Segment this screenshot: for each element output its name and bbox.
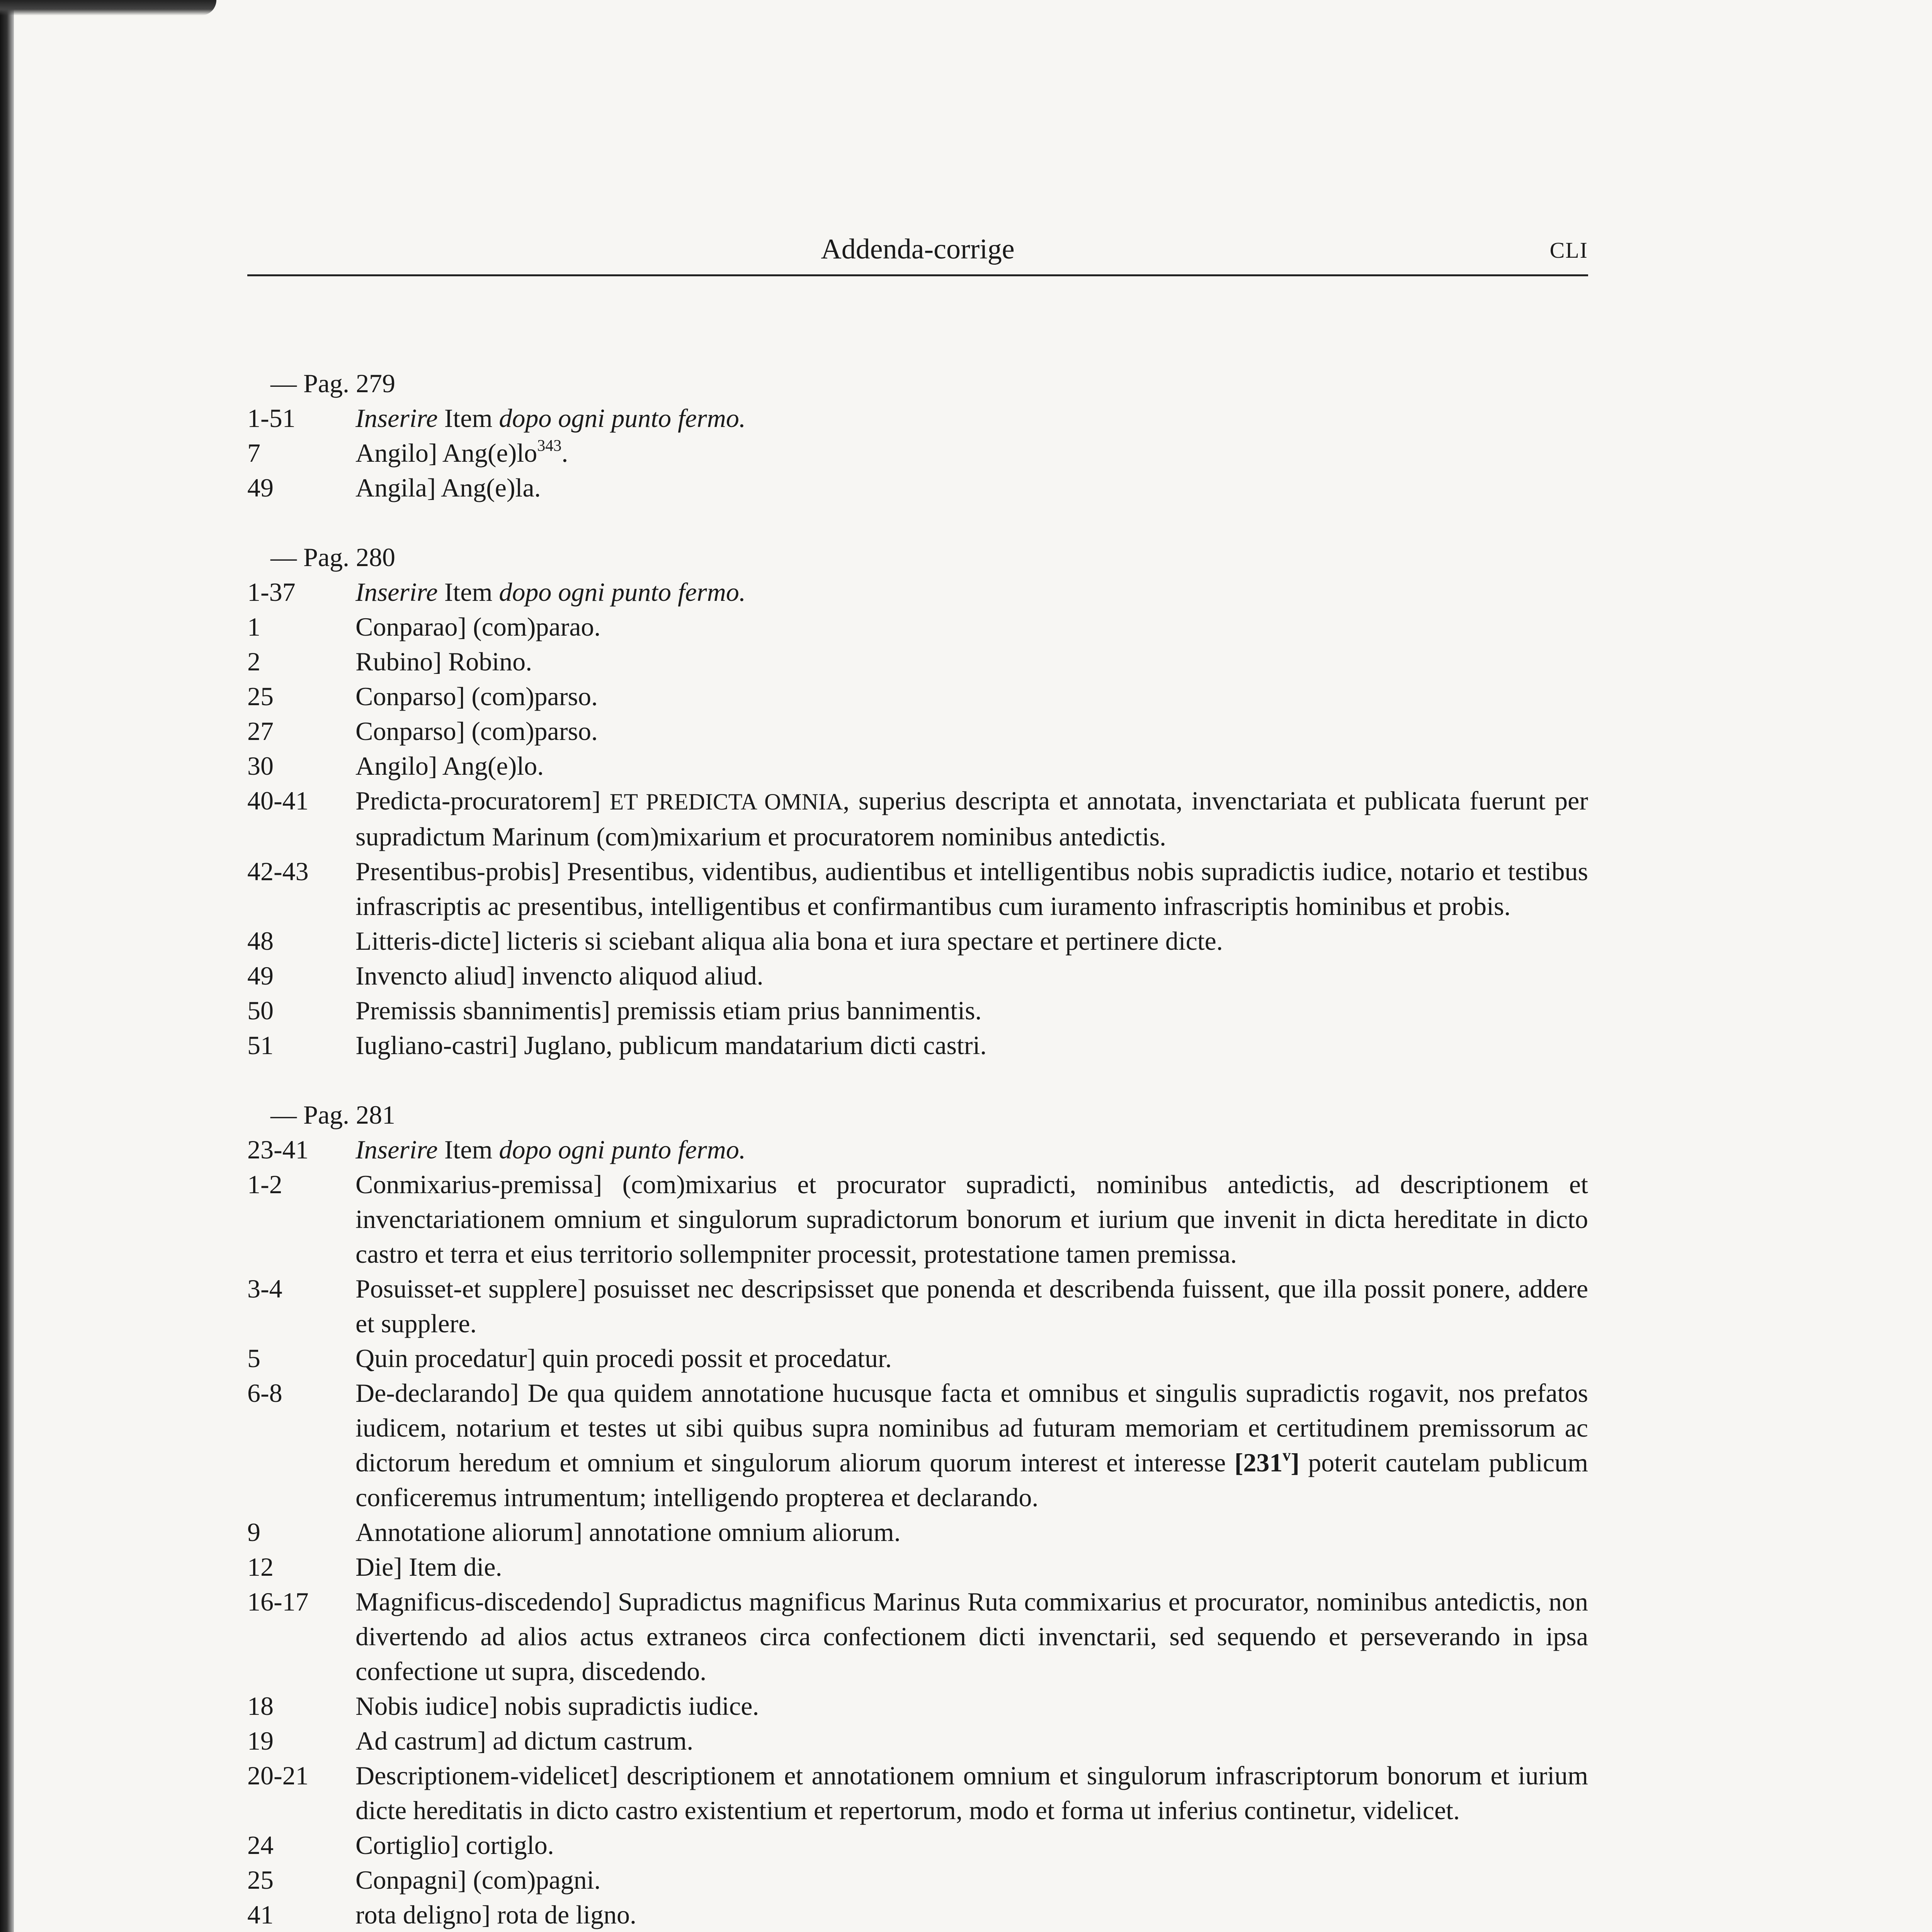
entry-row <box>247 1723 1588 1758</box>
entry-row <box>247 1689 1588 1723</box>
line-reference: 18 <box>247 1691 274 1721</box>
line-reference: 30 <box>247 751 274 781</box>
entry-text <box>355 993 1588 1028</box>
line-reference: 20-21 <box>247 1761 309 1790</box>
line-reference: 24 <box>247 1830 274 1860</box>
instruction-word: Item <box>437 403 499 433</box>
line-reference: 16-17 <box>247 1587 309 1616</box>
entry-text <box>355 1828 1588 1862</box>
correction-text: Quin procedatur] quin procedi possit et procedatur. <box>355 1344 892 1373</box>
entry-row <box>247 1828 1588 1862</box>
correction-text: Conparso] (com)parso. <box>355 716 598 746</box>
entry-row <box>247 748 1588 783</box>
line-reference: 1 <box>247 612 260 641</box>
scan-edge-mark <box>0 0 216 15</box>
entry-row <box>247 958 1588 993</box>
entry-text <box>355 609 1588 644</box>
entry-row <box>247 575 1588 609</box>
page-reference: — Pag. 280 <box>270 543 395 572</box>
entry-row <box>247 714 1588 748</box>
entry-text <box>355 435 1588 470</box>
correction-text: Angila] Ang(e)la. <box>355 473 541 502</box>
line-reference: 6-8 <box>247 1378 282 1408</box>
entry-row <box>247 609 1588 644</box>
addenda-entries <box>247 366 1588 1932</box>
line-reference: 42-43 <box>247 857 309 886</box>
entry-text <box>355 1341 1588 1376</box>
folio-marker-verso: v <box>1282 1447 1291 1464</box>
running-header <box>247 232 1588 276</box>
page-reference: — Pag. 279 <box>270 369 395 398</box>
entry-text <box>355 1028 1588 1063</box>
correction-text: Conmixarius-premissa] (com)mixarius et procurator supradicti, nominibus antedictis, ad descriptionem et invenctariationem omnium et singulorum supradictorum bonorum et iurium que invenit in dicta hereditate in dicto castro et terra et eius territorio sollempniter processit, protestatione tamen premissa. <box>355 1170 1588 1269</box>
entry-row <box>247 470 1588 505</box>
instruction-word: Item <box>437 577 499 607</box>
correction-text: Angilo] Ang(e)lo <box>355 438 537 468</box>
line-reference: 5 <box>247 1344 260 1373</box>
entry-text <box>355 1584 1588 1689</box>
line-reference: 1-51 <box>247 403 296 433</box>
correction-text: Premissis sbannimentis] premissis etiam prius bannimentis. <box>355 996 982 1025</box>
correction-text: Ad castrum] ad dictum castrum. <box>355 1726 694 1755</box>
entry-row <box>247 1897 1588 1932</box>
entry-text <box>355 1689 1588 1723</box>
correction-text: Nobis iudice] nobis supradictis iudice. <box>355 1691 759 1721</box>
entry-text <box>355 958 1588 993</box>
entry-row <box>247 783 1588 854</box>
line-reference: 49 <box>247 473 274 502</box>
line-reference: 50 <box>247 996 274 1025</box>
line-reference: 25 <box>247 682 274 711</box>
entry-text <box>355 1376 1588 1515</box>
page-number: CLI <box>1549 238 1588 263</box>
entry-text <box>355 1515 1588 1549</box>
instruction-word: Item <box>437 1135 499 1164</box>
entry-row <box>247 1271 1588 1341</box>
entry-row <box>247 993 1588 1028</box>
entry-text <box>355 644 1588 679</box>
entry-row <box>247 1132 1588 1167</box>
correction-text: Posuisset-et supplere] posuisset nec descripsisset que ponenda et describenda fuissent, que illa possit ponere, addere et supplere. <box>355 1274 1588 1338</box>
entry-text <box>355 679 1588 714</box>
instruction-italic: Inserire <box>355 577 438 607</box>
page-reference: — Pag. 281 <box>270 1100 395 1129</box>
entry-text <box>355 1271 1588 1341</box>
entry-text <box>355 1897 1588 1932</box>
line-reference: 41 <box>247 1900 274 1929</box>
entry-row <box>247 644 1588 679</box>
line-reference: 51 <box>247 1031 274 1060</box>
line-reference: 1-2 <box>247 1170 282 1199</box>
line-reference: 1-37 <box>247 577 296 607</box>
page-section <box>247 1097 1588 1932</box>
correction-text: , superius descripta et annotata, invenctariata et publicata fuerunt per supradictum Marinum (com)mixarium et procuratorem nominibus antedictis. <box>355 786 1588 851</box>
entry-row <box>247 1862 1588 1897</box>
page-body <box>247 232 1588 1932</box>
entry-row <box>247 1549 1588 1584</box>
entry-text <box>355 748 1588 783</box>
correction-text: Conparao] (com)parao. <box>355 612 601 641</box>
entry-row <box>247 1758 1588 1828</box>
instruction-italic: Inserire <box>355 403 438 433</box>
entry-row <box>247 435 1588 470</box>
entry-row <box>247 679 1588 714</box>
correction-text: Angilo] Ang(e)lo. <box>355 751 544 781</box>
page-section <box>247 366 1588 505</box>
entry-row <box>247 1515 1588 1549</box>
entry-text <box>355 1549 1588 1584</box>
entry-text <box>355 1862 1588 1897</box>
line-reference: 48 <box>247 926 274 956</box>
line-reference: 9 <box>247 1517 260 1547</box>
entry-text <box>355 783 1588 854</box>
instruction-italic: dopo ogni punto fermo. <box>499 403 746 433</box>
running-title: Addenda-corrige <box>821 233 1015 265</box>
correction-text: poterit cautelam publicum conficeremus intrumentum; intelligendo propterea et declarando. <box>355 1448 1588 1512</box>
correction-text: Cortiglio] cortiglo. <box>355 1830 554 1860</box>
binding-shadow <box>0 0 14 1932</box>
entry-row <box>247 1584 1588 1689</box>
folio-marker-close: ] <box>1291 1448 1299 1477</box>
instruction-italic: dopo ogni punto fermo. <box>499 577 746 607</box>
lemma-text: De-declarando] De qua quidem annotatione hucusque facta et omnibus et singulis supradictis rogavit, nos prefatos iudicem, notarium et testes ut sibi quibus supra nominibus ad futuram memoriam et certitudinem premissorum ac dictorum heredum et omnium et singulorum aliorum quorum interest et interesse <box>355 1378 1588 1477</box>
entry-row <box>247 401 1588 435</box>
entry-text <box>355 1758 1588 1828</box>
entry-row <box>247 1341 1588 1376</box>
entry-row <box>247 923 1588 958</box>
correction-text: Magnificus-discedendo] Supradictus magnificus Marinus Ruta commixarius et procurator, nominibus antedictis, non divertendo ad alios actus extraneos circa confectionem dicti invenctarii, sed sequendo et perseverando in ipsa confectione ut supra, discedendo. <box>355 1587 1588 1686</box>
entry-text <box>355 854 1588 923</box>
entry-row <box>247 854 1588 923</box>
correction-text: Descriptionem-videlicet] descriptionem et annotationem omnium et singulorum infrascriptorum bonorum et iurium dicte hereditatis in dicto castro existentium et repertorum, modo et forma ut inferius continetur, videlicet. <box>355 1761 1588 1825</box>
lemma-text: Predicta-procuratorem] <box>355 786 610 815</box>
small-caps-text: ET PREDICTA OMNIA <box>609 789 843 815</box>
line-reference: 7 <box>247 438 260 468</box>
line-reference: 40-41 <box>247 786 309 815</box>
entry-text <box>355 714 1588 748</box>
folio-marker <box>1235 1448 1299 1477</box>
correction-text: Invencto aliud] invencto aliquod aliud. <box>355 961 764 990</box>
correction-text: rota deligno] rota de ligno. <box>355 1900 637 1929</box>
correction-text: Conparso] (com)parso. <box>355 682 598 711</box>
entry-row <box>247 1028 1588 1063</box>
entry-text <box>355 1132 1588 1167</box>
instruction-italic: dopo ogni punto fermo. <box>499 1135 746 1164</box>
line-reference: 12 <box>247 1552 274 1582</box>
entry-text <box>355 1723 1588 1758</box>
entry-row <box>247 1167 1588 1271</box>
correction-text-tail: . <box>561 438 568 468</box>
footnote-marker: 343 <box>537 437 562 455</box>
line-reference: 27 <box>247 716 274 746</box>
line-reference: 3-4 <box>247 1274 282 1303</box>
line-reference: 19 <box>247 1726 274 1755</box>
instruction-italic: Inserire <box>355 1135 438 1164</box>
line-reference: 23-41 <box>247 1135 309 1164</box>
entry-text <box>355 1167 1588 1271</box>
correction-text: Conpagni] (com)pagni. <box>355 1865 601 1895</box>
entry-row <box>247 1376 1588 1515</box>
entry-text <box>355 575 1588 609</box>
correction-text: Annotatione aliorum] annotatione omnium aliorum. <box>355 1517 901 1547</box>
entry-text <box>355 401 1588 435</box>
correction-text: Die] Item die. <box>355 1552 502 1582</box>
entry-text <box>355 923 1588 958</box>
correction-text: Litteris-dicte] licteris si sciebant aliqua alia bona et iura spectare et pertinere dicte. <box>355 926 1223 956</box>
line-reference: 2 <box>247 647 260 676</box>
folio-marker-open: [231 <box>1234 1448 1283 1477</box>
correction-text: Rubino] Robino. <box>355 647 532 676</box>
correction-text: Presentibus-probis] Presentibus, videntibus, audientibus et intelligentibus nobis supradictis iudice, notario et testibus infrascriptis ac presentibus, intelligentibus et confirmantibus cum iuramento infrascriptis hominibus et probis. <box>355 857 1588 921</box>
correction-text: Iugliano-castri] Juglano, publicum mandatarium dicti castri. <box>355 1031 987 1060</box>
line-reference: 25 <box>247 1865 274 1895</box>
entry-text <box>355 470 1588 505</box>
page-section <box>247 540 1588 1063</box>
line-reference: 49 <box>247 961 274 990</box>
